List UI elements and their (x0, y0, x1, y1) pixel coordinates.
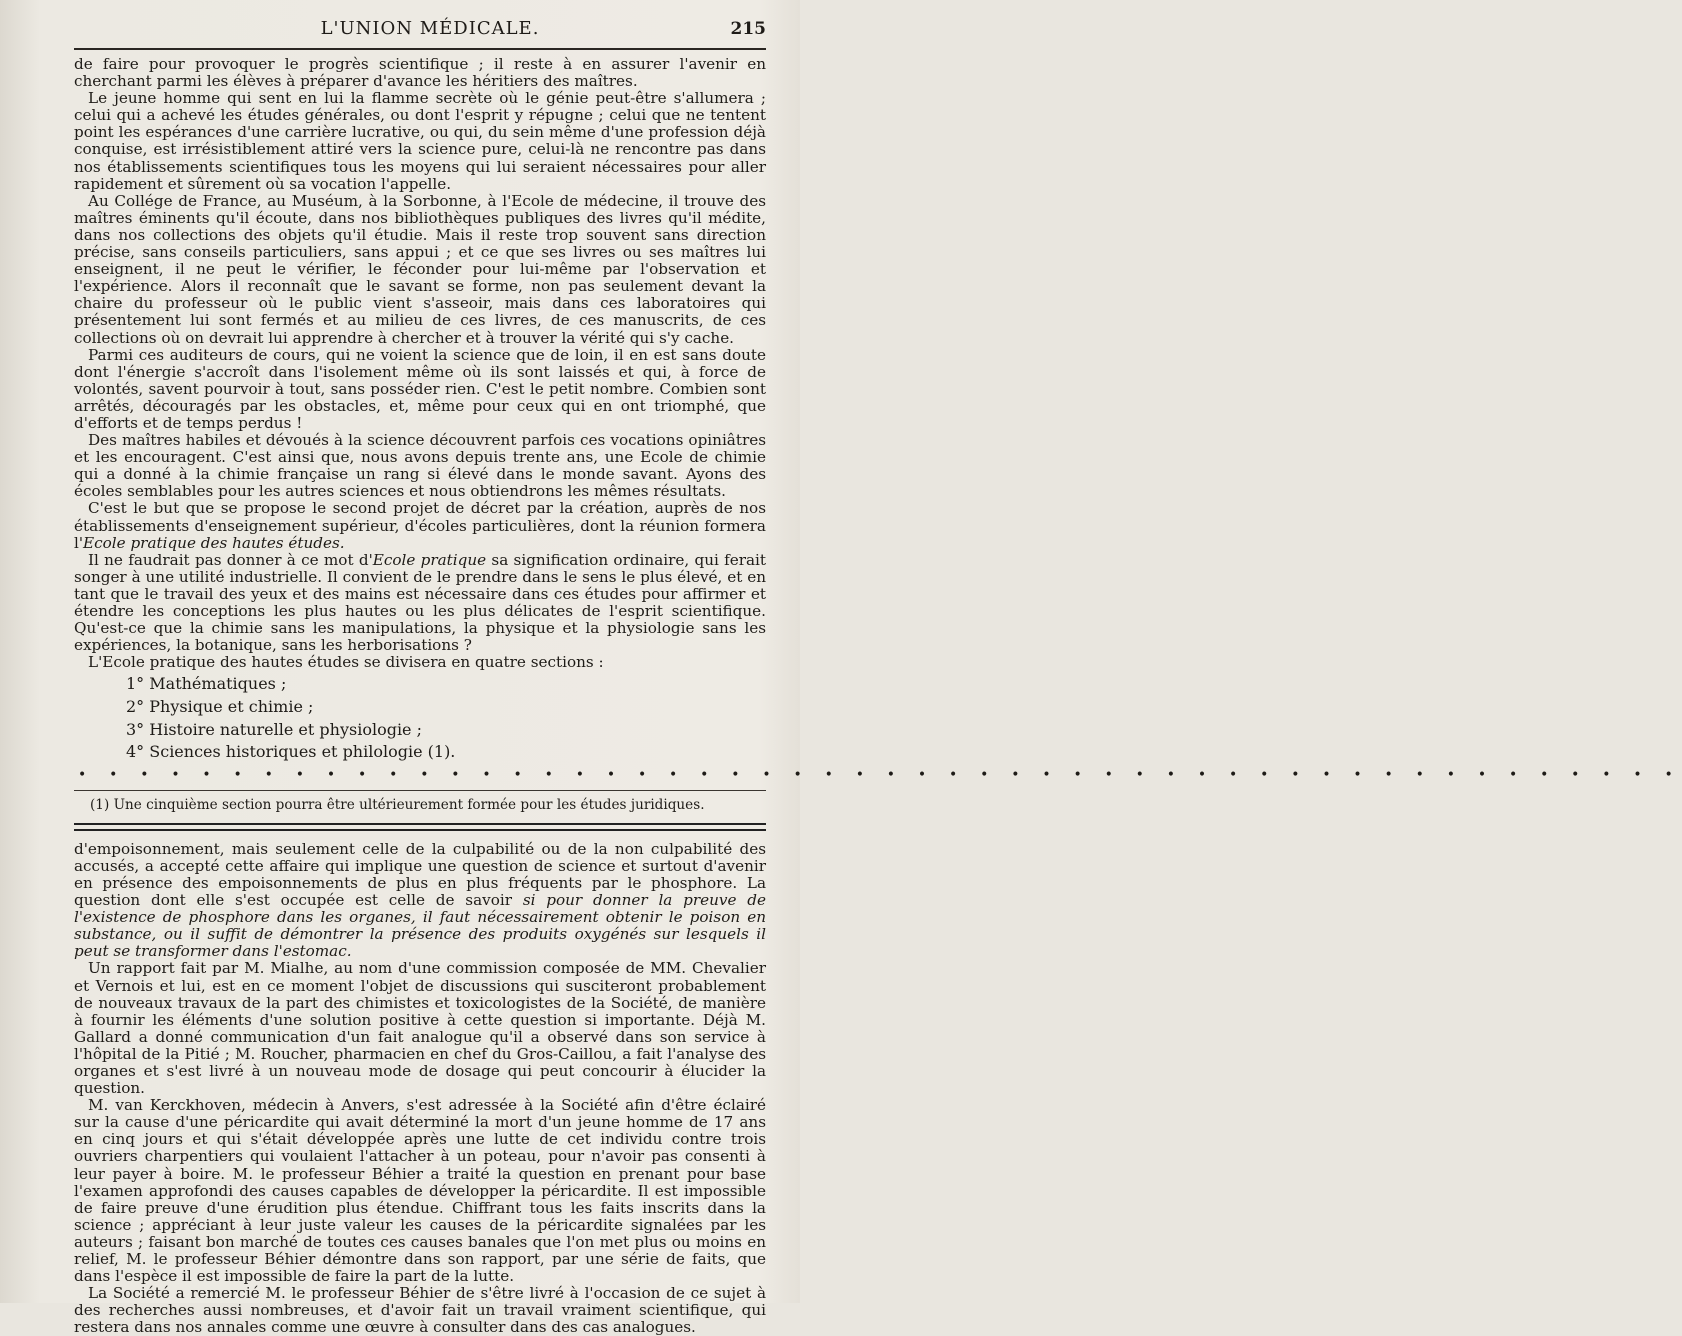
text-run: Au Collége de France, au Muséum, à la Sorbonne, à l'Ecole de médecine, il trouve des maîtres éminents qu'il écoute, dans nos bibliothèques publiques des livres qu'il médite, dans nos collections des objets qu'il étudie. Mais il reste trop souvent sans direction précise, sans conseils particuliers, sans appui ; et ce que ses livres ou ses maîtres lui enseignent, il ne peut le vérifier, le féconder pour lui-même par l'observation et l'expérience. Alors il reconnaît que le savant se forme, non pas seulement devant la chaire du professeur où le public vient s'asseoir, mais dans ces laboratoires qui présentement lui sont fermés et au milieu de ces livres, de ces manuscrits, de ces collections où on devrait lui apprendre à chercher et à trouver la vérité qui s'y cache. (74, 191, 766, 347)
text-run: d'empoisonnement, mais seulement celle de la culpabilité ou de la non culpabilité des accusés, a accepté cette affaire qui implique une question de science et surtout d'avenir en présence des empoisonnements de plus en plus fréquents par le phosphore. La question dont elle s'est occupée est celle de savoir (74, 839, 766, 910)
paragraph (74, 552, 766, 655)
text-run: L'Ecole pratique des hautes études se divisera en quatre sections : (88, 653, 604, 672)
running-head (74, 18, 766, 44)
list-item: 3° Histoire naturelle et physiologie ; (126, 719, 422, 739)
text-run: Un rapport fait par M. Mialhe, au nom d'une commission composée de MM. Chevalier et Vernois et lui, est en ce moment l'objet de discussions qui susciteront probablement de nouveaux travaux de la part des chimistes et toxicologistes de la Société, de manière à fournir les éléments d'une solution positive à cette question si importante. Déjà M. Gallard a donné communication d'un fait analogue qu'il a observé dans son service à l'hôpital de la Pitié ; M. Roucher, pharmacien en chef du Gros-Caillou, a fait l'analyse des organes et s'est livré à un nouveau mode de dosage qui peut concourir à élucider la question. (74, 959, 766, 1098)
paragraph (74, 56, 766, 90)
journal-title: L'UNION MÉDICALE. (320, 18, 540, 39)
paragraph (74, 654, 766, 671)
footnote-rule (74, 790, 766, 791)
paragraph (74, 1285, 766, 1336)
footnote: (1) Une cinquième section pourra être ultérieurement formée pour les études juridiques. (90, 796, 705, 813)
text-run: Il ne faudrait pas donner à ce mot d' (88, 550, 373, 569)
paragraph (74, 1097, 766, 1285)
italic-run: Ecole pratique des hautes études. (83, 533, 345, 552)
text-run: M. van Kerckhoven, médecin à Anvers, s'est adressée à la Société afin d'être éclairé sur la cause d'une péricardite qui avait déterminé la mort d'un jeune homme de 17 ans en cinq jours et qui s'était développée après une lutte de cet individu contre trois ouvriers charpentiers qui voulaient l'attacher à un poteau, pour n'avoir pas consenti à leur payer à boire. M. le professeur Béhier a traité la question en prenant pour base l'examen approfondi des causes capables de développer la péricardite. Il est impossible de faire preuve d'une érudition plus étendue. Chiffrant tous les faits inscrits dans la science ; appréciant à leur juste valeur les causes de la péricardite signalées par les auteurs ; faisant bon marché de toutes ces causes banales que l'on met plus ou moins en relief, M. le professeur Béhier démontre dans son rapport, par une série de faits, que dans l'espèce il est impossible de faire la part de la lutte. (74, 1096, 766, 1286)
italic-run: si pour donner la preuve de l'existence de phosphore dans les organes, il faut nécessairement obtenir le poison en substance, ou il suffit de démontrer la présence des produits oxygénés sur lesquels il peut se transformer dans l'estomac. (74, 891, 766, 961)
text-run: Le jeune homme qui sent en lui la flamme secrète où le génie peut-être s'allumera ; celui qui a achevé les études générales, ou dont l'esprit y répugne ; celui que ne tentent point les espérances d'une carrière lucrative, ou qui, du sein même d'une profession déjà conquise, est irrésistiblement attiré vers la science pure, celui-là ne rencontre pas dans nos établissements scientifiques tous les moyens qui lui seraient nécessaires pour aller rapidement et sûrement où sa vocation l'appelle. (74, 89, 766, 193)
sections-list (74, 673, 766, 763)
list-item: 2° Physique et chimie ; (126, 696, 314, 716)
paragraph (74, 500, 766, 551)
text-run: Parmi ces auditeurs de cours, qui ne voient la science que de loin, il en est sans doute dont l'énergie s'accroît dans l'isolement même où ils sont laissés et qui, à force de volontés, savent pourvoir à tout, sans posséder rien. C'est le petit nombre. Combien sont arrêtés, découragés par les obstacles, et, même pour ceux qui en ont triomphé, que d'efforts et de temps perdus ! (74, 345, 766, 432)
paragraph (74, 960, 766, 1097)
paragraph (74, 841, 766, 961)
list-item: 1° Mathématiques ; (126, 674, 287, 694)
text-run: de faire pour provoquer le progrès scientifique ; il reste à en assurer l'avenir en cherchant parmi les élèves à préparer d'avance les héritiers des maîtres. (74, 55, 766, 91)
page-number: 215 (730, 19, 766, 39)
paragraph (74, 193, 766, 347)
section-divider (74, 823, 766, 831)
text-run: sa signification ordinaire, qui ferait songer à une utilité industrielle. Il convient de le prendre dans le sens le plus élevé, et en tant que le travail des yeux et des mains est nécessaire dans ces études pour affirmer et étendre les conceptions les plus hautes ou les plus délicates de l'esprit scientifique. Qu'est-ce que la chimie sans les manipulations, la physique et la physiologie sans les expériences, la botanique, sans les herborisations ? (74, 550, 767, 655)
list-item: 4° Sciences historiques et philologie (1). (126, 742, 456, 762)
text-run: C'est le but que se propose le second projet de décret par la création, auprès de nos établissements d'enseignement supérieur, d'écoles particulières, dont la réunion formera l' (74, 499, 766, 552)
text-run: Des maîtres habiles et dévoués à la science découvrent parfois ces vocations opiniâtres et les encouragent. C'est ainsi que, nous avons depuis trente ans, une Ecole de chimie qui a donné à la chimie française un rang si élevé dans le monde savant. Ayons des écoles semblables pour les autres sciences et nous obtiendrons les mêmes résultats. (74, 431, 766, 501)
text-run: La Société a remercié M. le professeur Béhier de s'être livré à l'occasion de ce sujet à des recherches aussi nombreuses, et d'avoir fait un travail vraiment scientifique, qui restera dans nos annales comme une œuvre à consulter dans des cas analogues. (74, 1284, 766, 1336)
paragraph (74, 432, 766, 500)
article-body-bottom (74, 841, 766, 1336)
italic-run: Ecole pratique (372, 550, 487, 569)
paragraph (74, 347, 766, 432)
paragraph (74, 90, 766, 193)
header-rule (74, 48, 766, 50)
article-body-top (74, 56, 766, 671)
ellipsis-row: • • • • • • • • • • • • • • • • • • • • • • • • • • • • • • • • • • • • • • • • • • • • • • • • • • • • (78, 766, 1682, 783)
